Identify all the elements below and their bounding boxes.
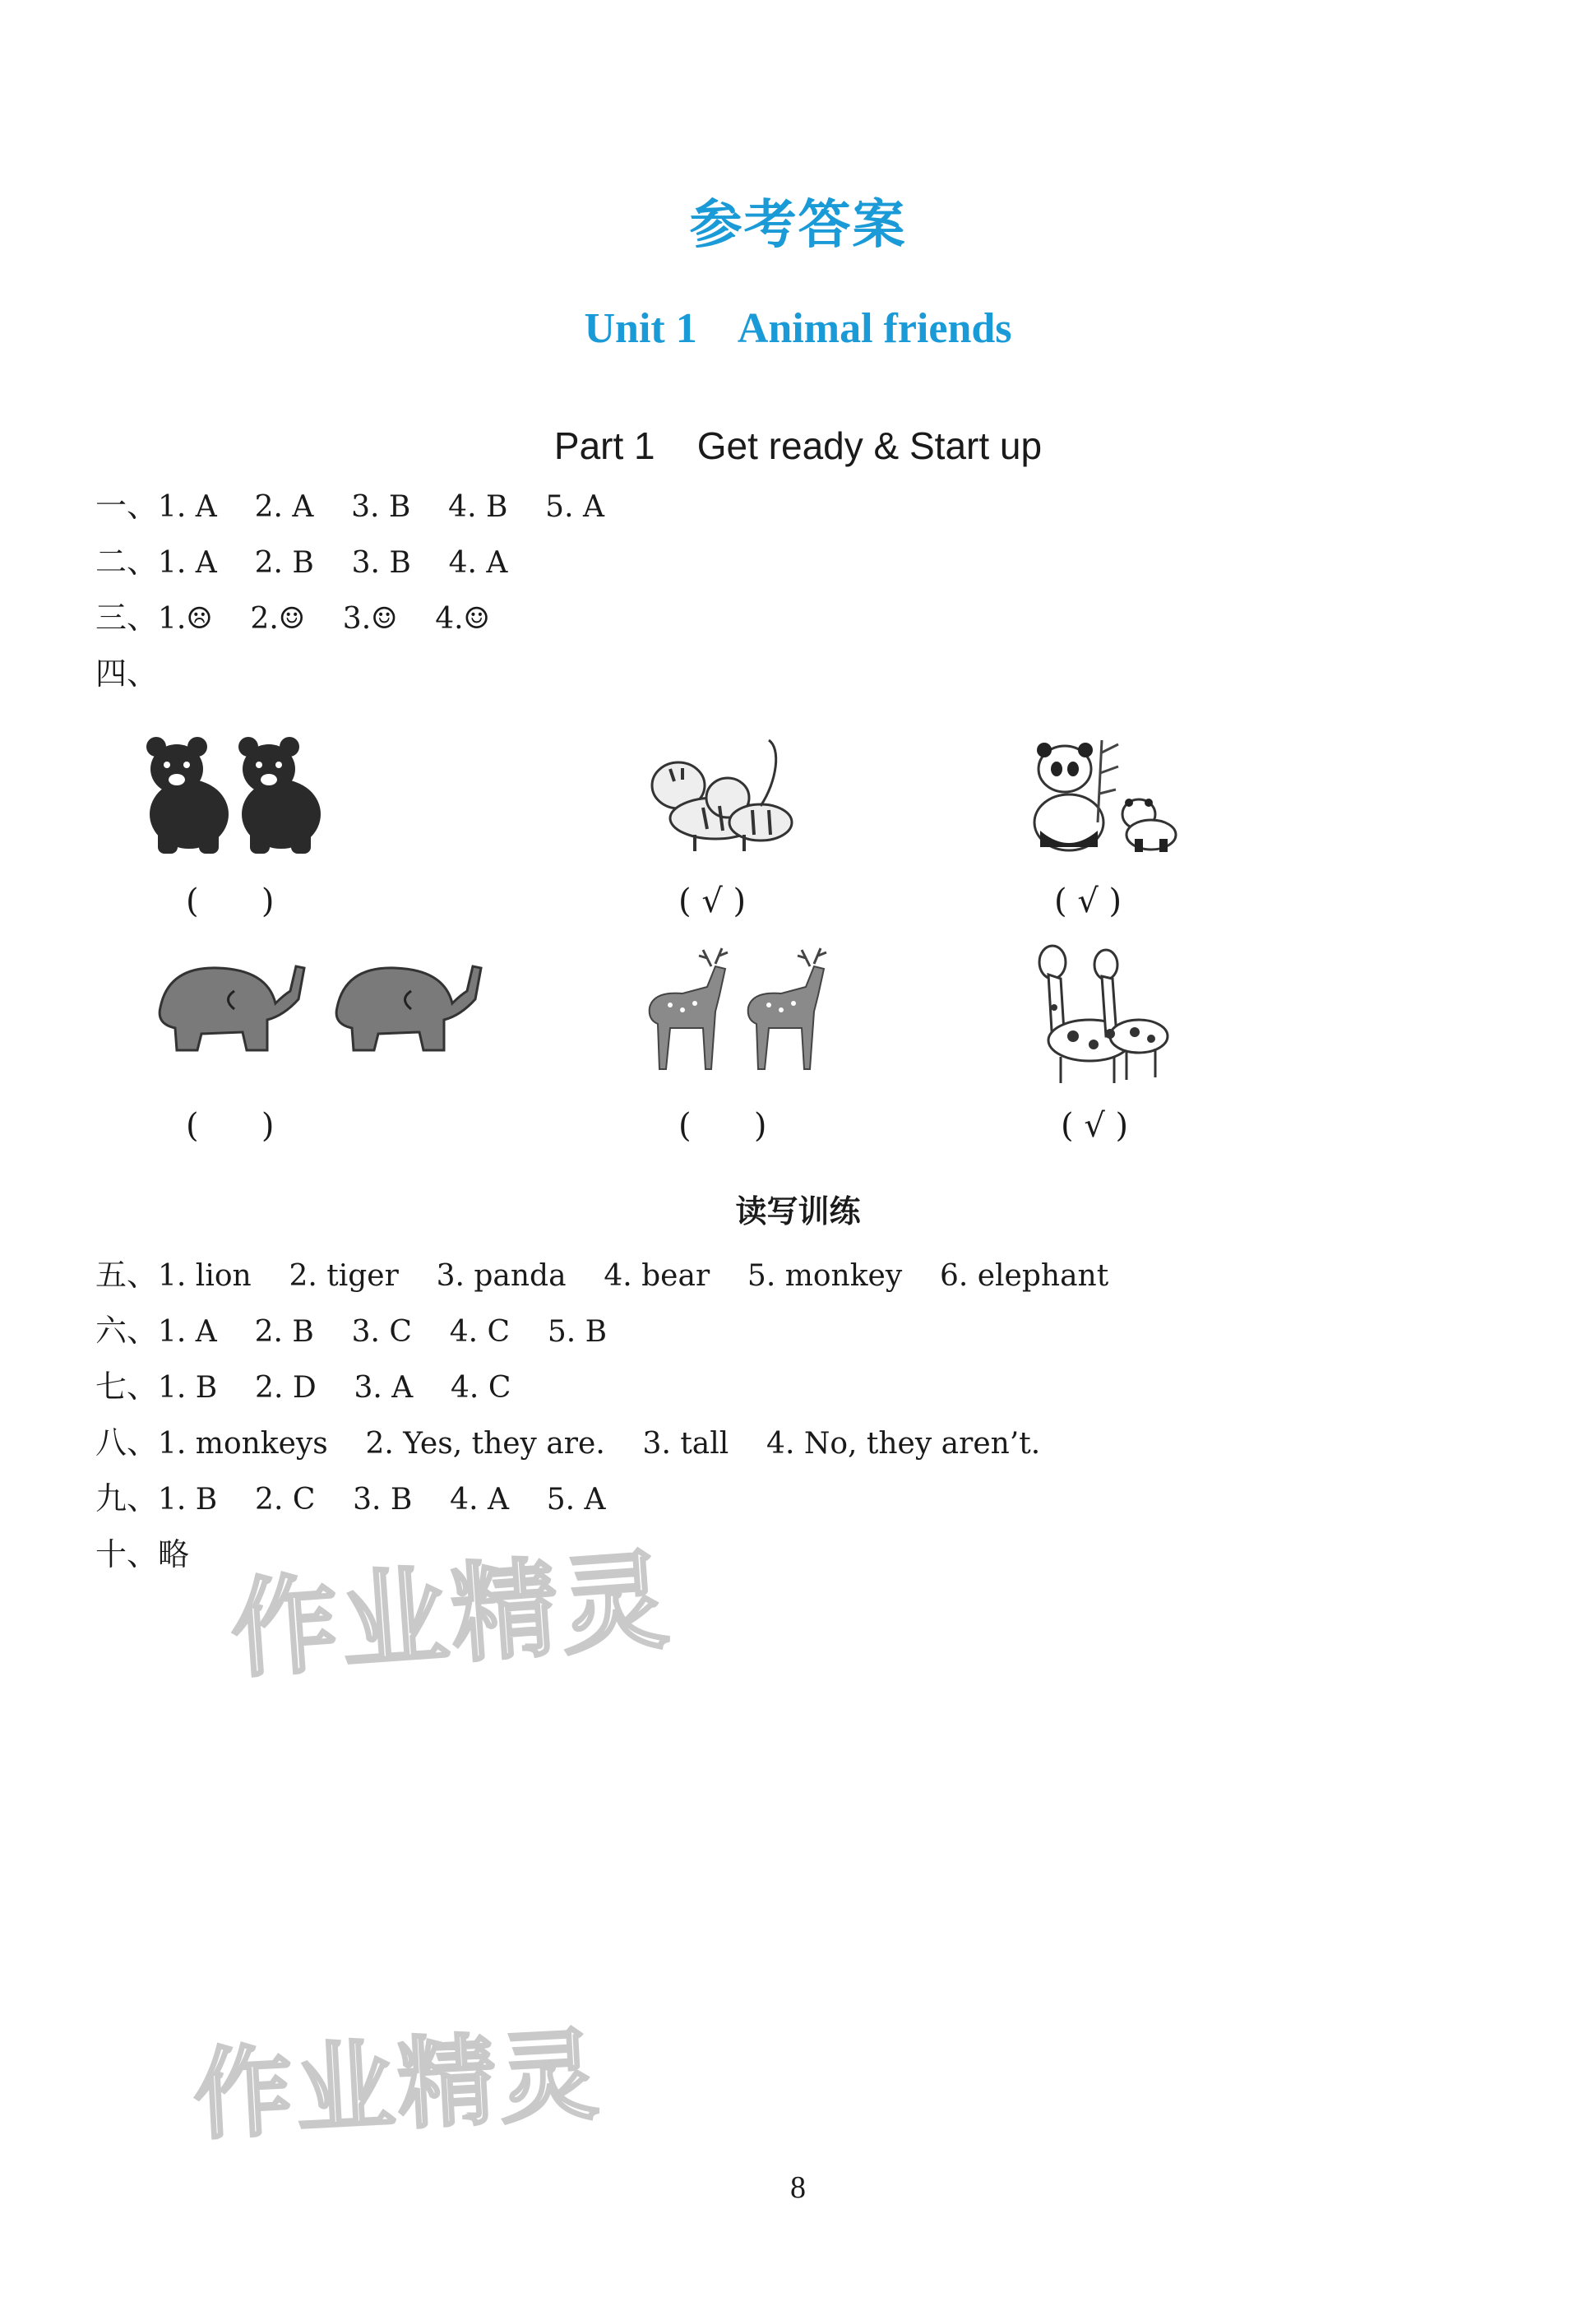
answer-num: 六、: [95, 1314, 159, 1349]
answer-text: 1. monkeys 2. Yes, they are. 3. tall 4. No, they aren’t.: [158, 1427, 1041, 1461]
answer-line-7: [95, 1372, 511, 1403]
answer-line-4: [95, 659, 158, 690]
answer-line-10: [95, 1540, 189, 1571]
answer-num: 八、: [95, 1426, 159, 1461]
part-title: Part 1 Get ready & Start up: [553, 424, 1043, 467]
pandas-answer: ( √ ): [1054, 882, 1122, 920]
watermark-1: 作业精灵: [227, 1537, 676, 1693]
answer-line-3: [95, 603, 490, 634]
giraffes-answer: ( √ ): [1061, 1107, 1129, 1145]
answer-text: 1. B 2. D 3. A 4. C: [158, 1371, 511, 1405]
answer-num: 七、: [95, 1370, 159, 1405]
answer-num: 三、: [95, 601, 159, 636]
answer-line-6: [95, 1316, 607, 1347]
answer-text: 1. A 2. A 3. B 4. B 5. A: [158, 490, 604, 524]
bears-illustration: [140, 732, 329, 855]
answer-text: 1. lion 2. tiger 3. panda 4. bear 5. monkey 6. elephant: [158, 1259, 1109, 1293]
answer-line-5: [95, 1260, 1108, 1291]
unit-title: Unit 1 Animal friends: [584, 305, 1012, 352]
deer-answer: ( ): [678, 1107, 767, 1145]
tigers-answer: ( √ ): [678, 882, 747, 920]
deer-illustration: [633, 946, 839, 1077]
answer-line-9: [95, 1484, 606, 1515]
answer-num: 九、: [95, 1482, 159, 1517]
answer-text: 1. A 2. B 3. C 4. C 5. B: [158, 1315, 608, 1349]
answer-num: 一、: [95, 489, 159, 524]
answer-line-2: [95, 547, 507, 578]
page-number: 8: [790, 2170, 806, 2205]
giraffes-illustration: [1028, 942, 1172, 1090]
answer-num: 五、: [95, 1258, 159, 1293]
elephants-answer: ( ): [186, 1107, 275, 1145]
answer-num: 四、: [95, 657, 159, 692]
bears-answer: ( ): [186, 882, 275, 920]
answer-text: 1. B 2. C 3. B 4. A 5. A: [158, 1483, 606, 1517]
section-heading: 读写训练: [735, 1193, 861, 1230]
watermark-2: 作业精灵: [191, 2018, 604, 2154]
elephants-illustration: [144, 958, 489, 1061]
pandas-illustration: [1024, 732, 1180, 855]
answer-num: 十、: [95, 1538, 159, 1572]
answer-line-1: [95, 491, 604, 522]
page-title: 参考答案: [689, 194, 907, 256]
answer-line-8: [95, 1428, 1040, 1459]
answer-num: 二、: [95, 545, 159, 580]
answer-text: 略: [158, 1538, 190, 1572]
tigers-illustration: [637, 732, 802, 855]
answer-text: 1. A 2. B 3. B 4. A: [158, 546, 508, 580]
answer-text: 1.☹ 2.☺ 3.☺ 4.☺: [158, 602, 490, 636]
